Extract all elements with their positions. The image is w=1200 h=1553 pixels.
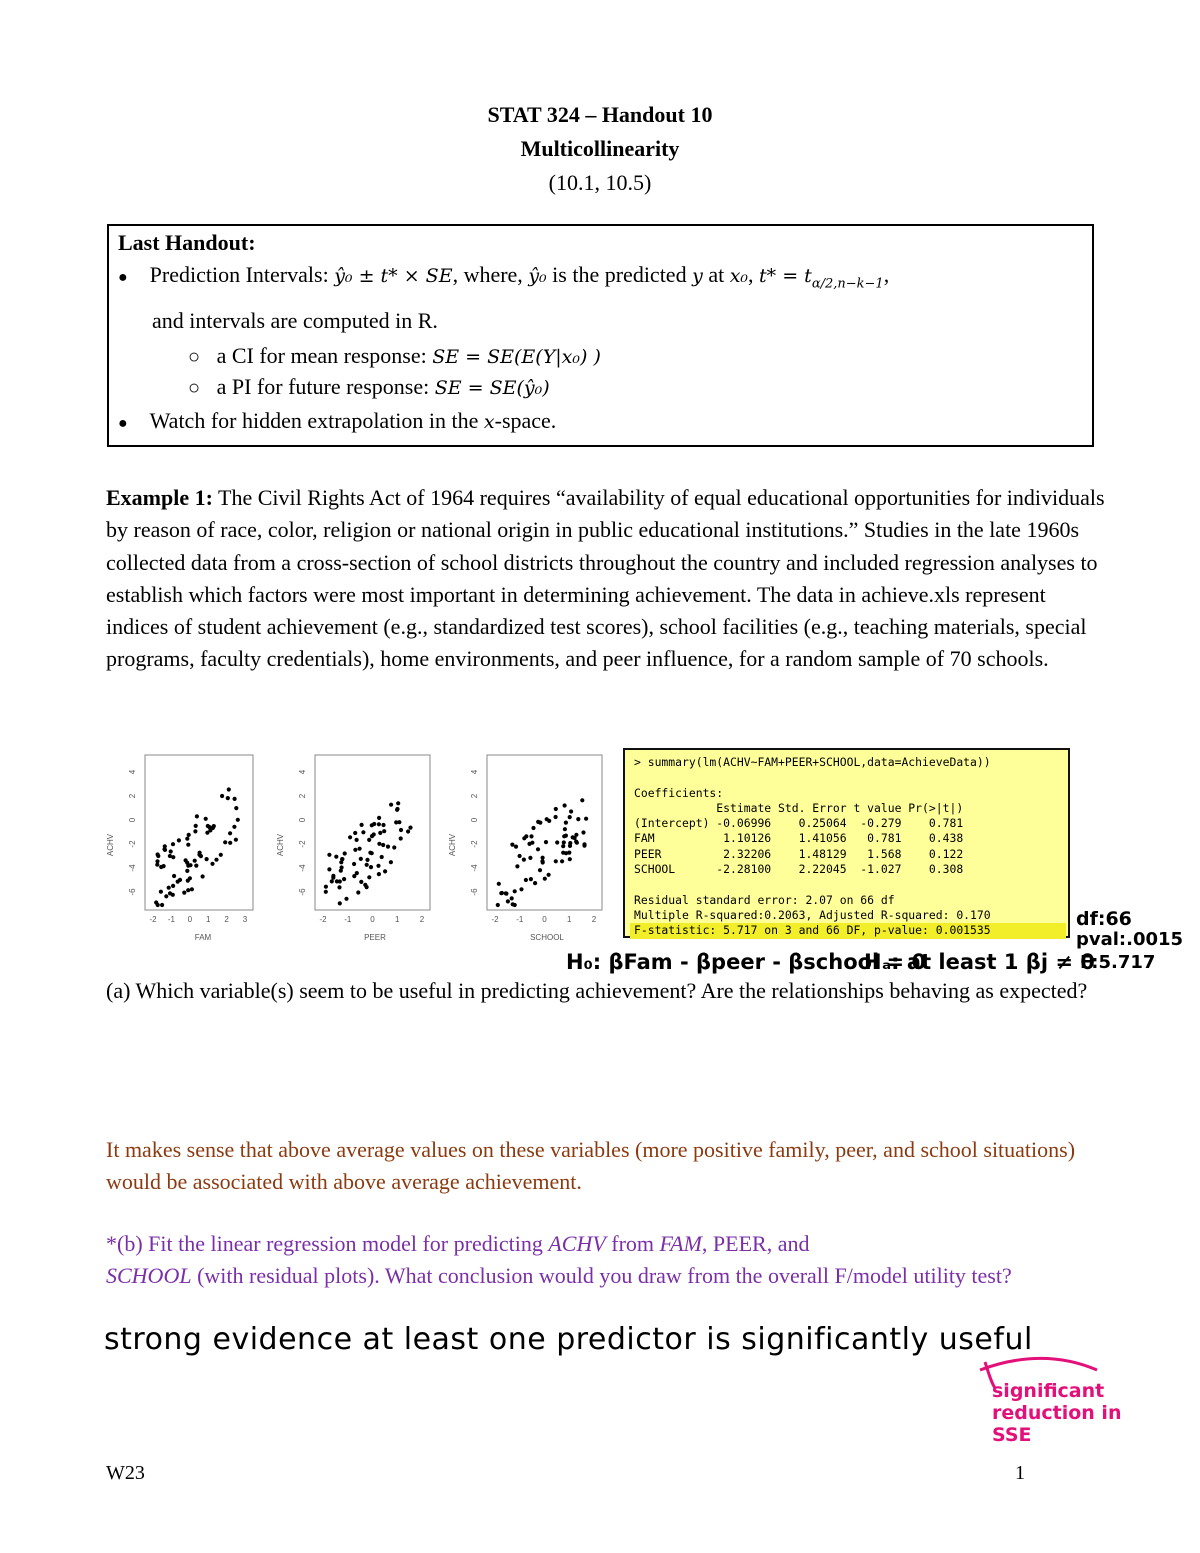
scatter-point: [208, 828, 212, 832]
scatter-point: [518, 854, 522, 858]
x-tick-label: 0: [370, 915, 375, 924]
scatter-point: [370, 823, 374, 827]
pink-arc: [980, 1358, 1097, 1370]
y-tick-label: -2: [128, 840, 137, 848]
scatter-point: [204, 817, 208, 821]
scatter-point: [497, 882, 501, 886]
scatter-point: [519, 887, 523, 891]
page-number: 1: [1015, 1462, 1025, 1484]
y-tick-label: 2: [470, 793, 479, 799]
scatter-point: [533, 881, 537, 885]
axis-ticks: [298, 769, 425, 924]
scatter-point: [370, 851, 374, 855]
scatter-point: [160, 903, 164, 907]
y-tick-label: 2: [298, 793, 307, 799]
scatter-point: [386, 845, 390, 849]
scatter-point: [377, 872, 381, 876]
scatter-point: [562, 840, 566, 844]
scatter-point: [219, 853, 223, 857]
scatter-point: [536, 847, 540, 851]
scatter-point: [561, 844, 565, 848]
scatter-point: [177, 838, 181, 842]
scatter-point: [164, 894, 168, 898]
pi-formula: ŷ₀ ± t* × SE: [334, 265, 453, 287]
scatter-point: [563, 827, 567, 831]
scatter-point: [355, 838, 359, 842]
x-tick-label: -2: [491, 915, 499, 924]
y-tick-label: -6: [298, 888, 307, 896]
scatter-point: [576, 817, 580, 821]
scatter-point: [367, 838, 371, 842]
y-tick-label: -4: [128, 864, 137, 872]
scatter-point: [506, 899, 510, 903]
scatter-point: [568, 815, 572, 819]
scatter-point: [233, 797, 237, 801]
console-line: Multiple R-squared:0.2063, Adjusted R-squared: 0.170: [634, 907, 991, 922]
scatter-point: [210, 862, 214, 866]
scatter-point: [185, 837, 189, 841]
scatter-point: [581, 830, 585, 834]
scatter-point: [171, 842, 175, 846]
scatter-point: [544, 840, 548, 844]
scatter-point: [223, 840, 227, 844]
y-tick-label: 0: [470, 817, 479, 823]
ci-line: ○ a CI for mean response: SE = SE(E(Y|x₀) ): [188, 343, 601, 368]
scatter-point: [377, 822, 381, 826]
y-tick-label: -4: [470, 864, 479, 872]
scatter-point: [568, 857, 572, 861]
scatter-point: [194, 864, 198, 868]
x-tick-label: 2: [419, 915, 425, 924]
scatter-point: [380, 855, 384, 859]
y-tick-label: -6: [470, 888, 479, 896]
scatter-point: [348, 835, 352, 839]
scatter-point: [359, 880, 363, 884]
y-axis-label: ACHV: [276, 833, 285, 857]
scatter-point: [524, 834, 528, 838]
scatter-point: [382, 829, 386, 833]
x-tick-label: -1: [167, 915, 175, 924]
scatter-point: [172, 874, 176, 878]
scatter-point: [186, 843, 190, 847]
scatter-point: [188, 876, 192, 880]
x-tick-label: -1: [344, 915, 352, 924]
scatter-point: [530, 841, 534, 845]
scatter-point: [554, 859, 558, 863]
console-line: > summary(lm(ACHV~FAM+PEER+SCHOOL,data=AchieveData)): [634, 755, 991, 769]
bullet-extrapolation: ● Watch for hidden extrapolation in the x-space.: [118, 408, 557, 433]
scatter-point: [363, 883, 367, 887]
data-points: [154, 787, 240, 907]
x-tick-label: 2: [224, 915, 229, 924]
x-tick-label: 1: [567, 915, 572, 924]
scatter-point: [528, 856, 532, 860]
scatter-point: [344, 897, 348, 901]
x-axis-label: SCHOOL: [530, 933, 564, 942]
scatter-point: [573, 836, 577, 840]
x-tick-label: -2: [319, 915, 327, 924]
scatter-point: [569, 809, 573, 813]
r-summary-output: [623, 748, 1070, 938]
console-line: Residual standard error: 2.07 on 66 df: [634, 892, 895, 907]
handwritten-conclusion: strong evidence at least one predictor is significantly useful: [104, 1322, 1033, 1357]
scatter-point: [541, 860, 545, 864]
console-line: [634, 877, 1068, 892]
scatter-point: [324, 885, 328, 889]
f-statistic-line: F-statistic: 5.717 on 3 and 66 DF, p-value: 0.001535: [630, 923, 1066, 938]
scatter-point: [547, 873, 551, 877]
scatter-point: [187, 833, 191, 837]
handwritten-df: df:66: [1076, 908, 1132, 930]
scatter-point: [155, 863, 159, 867]
data-points: [496, 798, 589, 907]
console-line: PEER 2.32206 1.48129 1.568 0.122: [634, 846, 964, 861]
x-tick-label: 1: [395, 915, 400, 924]
scatter-point: [330, 879, 334, 883]
scatter-point: [185, 869, 189, 873]
console-line: SCHOOL -2.28100 2.22045 -1.027 0.308: [634, 862, 964, 877]
scatter-point: [365, 863, 369, 867]
handout-subtitle: Multicollinearity: [520, 136, 680, 161]
scatter-point: [554, 807, 558, 811]
scatter-point: [171, 884, 175, 888]
scatter-point: [188, 863, 192, 867]
pi-line: ○ a PI for future response: SE = SE(ŷ₀): [188, 374, 550, 399]
scatter-point: [335, 879, 339, 883]
console-line: Estimate Std. Error t value Pr(>|t|): [634, 800, 964, 815]
y-tick-label: -4: [298, 864, 307, 872]
scatter-point: [399, 836, 403, 840]
scatter-point: [220, 794, 224, 798]
plot-frame: [145, 755, 253, 910]
answer-a: It makes sense that above average values on these variables (more positive family, peer, and school situations) would be associated with above average achievement.: [106, 1137, 1076, 1195]
scatter-point: [513, 889, 517, 893]
scatter-point: [356, 890, 360, 894]
scatter-point: [397, 820, 401, 824]
scatter-point: [198, 851, 202, 855]
y-tick-label: 0: [128, 817, 137, 823]
scatter-point: [531, 826, 535, 830]
scatter-point: [555, 840, 559, 844]
scatter-point: [342, 877, 346, 881]
scatter-point: [529, 834, 533, 838]
t-star: t* = t: [759, 265, 812, 287]
scatter-point: [167, 886, 171, 890]
scatter-point: [564, 821, 568, 825]
handwritten-f: F:5.717: [1080, 952, 1156, 973]
example-text: The Civil Rights Act of 1964 requires “availability of equal educational opportunities for individuals by reason of race, color, religion or national origin in public educational institutions.” Studies in the late 1960s collected data from a cross-section of school districts throughout the country and included regression analyses to establish which factors were most important in determining achievement. The data in achieve.xls represent indices of student achievement (e.g., standardized test scores), school facilities (e.g., teaching materials, special programs, faculty credentials), home environments, and peer influence, for a random sample of 70 schools.: [106, 485, 1105, 672]
scatter-point: [226, 796, 230, 800]
scatter-point: [193, 829, 197, 833]
scatter-point: [406, 829, 410, 833]
scatter-point: [159, 890, 163, 894]
t-subscript: α/2,n−k−1: [811, 276, 884, 292]
scatter-point: [331, 874, 335, 878]
scatter-point: [381, 843, 385, 847]
scatter-point: [228, 841, 232, 845]
scatter-point: [352, 874, 356, 878]
scatter-point: [514, 845, 518, 849]
question-a: (a) Which variable(s) seem to be useful in predicting achievement? Are the relationships behaving as expected?: [106, 978, 1088, 1003]
scatter-point: [156, 903, 160, 907]
circle-bullet: ○: [188, 346, 201, 368]
scatter-point: [381, 823, 385, 827]
scatter-point: [234, 806, 238, 810]
scatter-point: [334, 855, 338, 859]
bullet-dot: ●: [118, 269, 128, 286]
y-tick-label: -6: [128, 888, 137, 896]
x-tick-label: 0: [542, 915, 547, 924]
y-axis-label: ACHV: [448, 833, 457, 857]
scatter-point: [236, 818, 240, 822]
x-tick-label: -1: [516, 915, 524, 924]
scatter-point: [205, 857, 209, 861]
scatter-point: [182, 891, 186, 895]
scatter-fam: [105, 750, 265, 948]
scatter-point: [159, 865, 163, 869]
scatter-point: [214, 858, 218, 862]
scatter-point: [360, 823, 364, 827]
scatter-point: [515, 864, 519, 868]
y-tick-label: 4: [470, 769, 479, 775]
x-axis-label: PEER: [364, 933, 386, 942]
scatter-point: [327, 867, 331, 871]
scatter-point: [168, 854, 172, 858]
scatter-point: [338, 901, 342, 905]
scatter-point: [353, 831, 357, 835]
scatter-point: [186, 888, 190, 892]
data-points: [324, 801, 413, 905]
scatter-point: [582, 844, 586, 848]
scatter-point: [522, 858, 526, 862]
scatter-point: [162, 847, 166, 851]
scatter-point: [193, 859, 197, 863]
scatter-point: [372, 832, 376, 836]
handwritten-ha: Hₐ: at least 1 βj ≠ 0: [864, 950, 1095, 974]
scatter-point: [545, 817, 549, 821]
scatter-point: [194, 824, 198, 828]
plot-frame: [315, 755, 430, 910]
axis-ticks: [470, 769, 597, 924]
scatter-point: [504, 892, 508, 896]
scatter-point: [365, 858, 369, 862]
scatter-point: [536, 820, 540, 824]
console-lines: [634, 755, 1068, 923]
scatter-point: [584, 817, 588, 821]
scatter-point: [227, 787, 231, 791]
scatter-point: [176, 880, 180, 884]
scatter-point: [156, 852, 160, 856]
console-line: Coefficients:: [634, 785, 724, 800]
scatter-point: [392, 845, 396, 849]
console-line: (Intercept) -0.06996 0.25064 -0.279 0.781: [634, 816, 964, 831]
y-tick-label: 0: [298, 817, 307, 823]
scatter-point: [337, 885, 341, 889]
scatter-school: [447, 750, 607, 948]
y-tick-label: 4: [298, 769, 307, 775]
console-line: FAM 1.10126 1.41056 0.781 0.438: [634, 831, 964, 846]
scatter-point: [510, 896, 514, 900]
scatter-point: [496, 903, 500, 907]
x-axis-label: FAM: [194, 933, 212, 942]
bullet-dot: ●: [118, 415, 128, 432]
scatter-point: [395, 808, 399, 812]
y-axis-label: ACHV: [106, 833, 115, 857]
scatter-point: [568, 844, 572, 848]
example-label: Example 1:: [106, 485, 213, 510]
scatter-point: [510, 843, 514, 847]
scatter-point: [564, 851, 568, 855]
scatter-peer: [275, 750, 435, 948]
scatter-point: [201, 874, 205, 878]
y-tick-label: 2: [128, 793, 137, 799]
scatter-point: [378, 831, 382, 835]
y-tick-label: 4: [128, 769, 137, 775]
handout-sections: (10.1, 10.5): [548, 170, 652, 195]
scatter-point: [580, 798, 584, 802]
scatter-point: [353, 848, 357, 852]
handwritten-h0: H₀: βFam - βpeer - βschool = 0: [566, 950, 927, 974]
scatter-point: [232, 825, 236, 829]
scatter-point: [352, 862, 356, 866]
scatter-point: [339, 860, 343, 864]
scatter-point: [324, 890, 328, 894]
scatter-point: [195, 814, 199, 818]
scatter-point: [343, 851, 347, 855]
scatter-point: [359, 857, 363, 861]
scatter-point: [168, 891, 172, 895]
scatter-point: [538, 868, 542, 872]
scatter-point: [358, 847, 362, 851]
y-tick-label: -2: [470, 840, 479, 848]
scatter-point: [529, 877, 533, 881]
scatter-point: [228, 831, 232, 835]
scatter-point: [560, 859, 564, 863]
scatter-point: [408, 826, 412, 830]
scatter-point: [554, 815, 558, 819]
footer-term: W23: [106, 1462, 145, 1484]
scatter-point: [399, 828, 403, 832]
scatter-point: [383, 869, 387, 873]
scatter-point: [339, 869, 343, 873]
scatter-point: [377, 816, 381, 820]
circle-bullet: ○: [188, 377, 201, 399]
scatter-point: [543, 877, 547, 881]
scatter-point: [511, 902, 515, 906]
scatter-point: [500, 891, 504, 895]
scatter-point: [389, 860, 393, 864]
scatter-point: [524, 878, 528, 882]
title-block: [0, 98, 1200, 200]
console-line: [634, 770, 1068, 785]
y-tick-label: -2: [298, 840, 307, 848]
scatter-point: [376, 864, 380, 868]
x-tick-label: 0: [187, 915, 193, 924]
scatter-point: [369, 865, 373, 869]
scatter-point: [234, 838, 238, 842]
scatter-point: [574, 840, 578, 844]
scatter-point: [389, 803, 393, 807]
scatter-point: [169, 849, 173, 853]
scatter-point: [367, 875, 371, 879]
scatter-point: [361, 830, 365, 834]
example-paragraph: [106, 482, 1106, 676]
scatter-point: [190, 887, 194, 891]
scatter-point: [541, 856, 545, 860]
scatter-point: [562, 834, 566, 838]
x-tick-label: -2: [149, 915, 157, 924]
question-b: *(b) Fit the linear regression model for predicting ACHV from FAM, PEER, and SCHOOL (with residual plots). What conclusion would you draw from the overall F/model utility test?: [106, 1231, 1012, 1289]
last-handout-heading: Last Handout:: [118, 230, 256, 255]
scatter-point: [327, 853, 331, 857]
scatter-point: [563, 803, 567, 807]
scatter-point: [377, 842, 381, 846]
handout-title: STAT 324 – Handout 10: [487, 102, 713, 127]
handwritten-pval: pval:.0015: [1076, 929, 1184, 950]
x-tick-label: 2: [591, 915, 597, 924]
scatter-point: [396, 801, 400, 805]
x-tick-label: 1: [205, 915, 211, 924]
pink-note: significant reduction in SSE: [992, 1380, 1122, 1446]
x-tick-label: 3: [242, 915, 248, 924]
intervals-line: and intervals are computed in R.: [152, 308, 438, 333]
bullet-prediction-intervals: ● Prediction Intervals: ŷ₀ ± t* × SE, where, ŷ₀ is the predicted y at x₀, $t* = t_{\alpha/2,n-k-1}$,: [118, 262, 890, 292]
